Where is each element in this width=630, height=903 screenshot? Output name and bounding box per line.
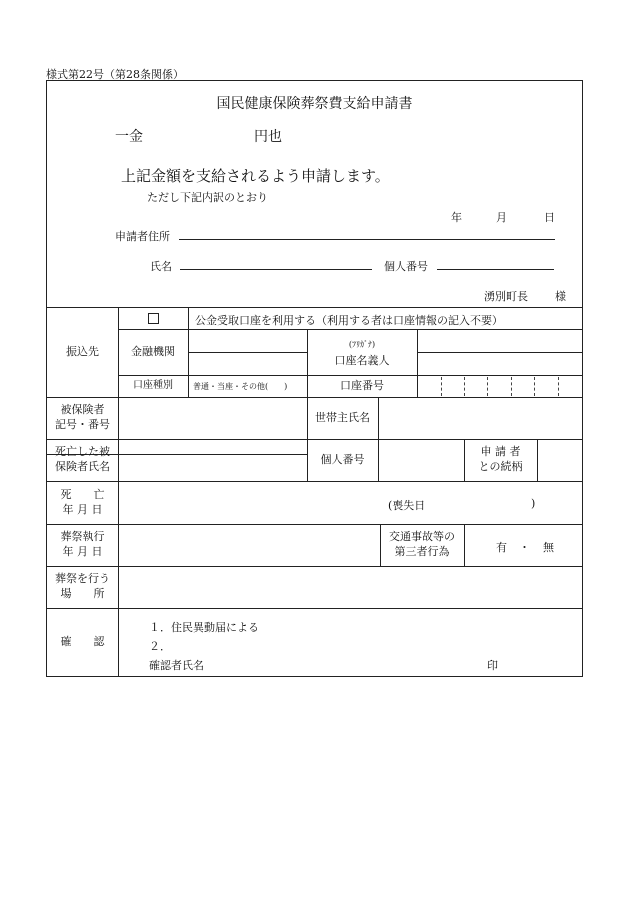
seal-mark: 印 bbox=[487, 659, 498, 672]
third-party-label bbox=[380, 524, 464, 566]
insured-symbol-field[interactable] bbox=[119, 398, 306, 438]
amount-field[interactable] bbox=[149, 123, 249, 145]
death-label-line1: 死 亡 bbox=[60, 487, 105, 501]
householder-field[interactable] bbox=[379, 398, 581, 438]
funeral-date-label-line2: 年 月 日 bbox=[62, 545, 103, 558]
amount-suffix: 円也 bbox=[254, 129, 282, 145]
account-number-field[interactable] bbox=[418, 376, 581, 396]
date-year-label: 年 bbox=[451, 211, 462, 224]
insured-symbol-label-line2: 記号・番号 bbox=[55, 418, 110, 431]
form-number: 様式第22号（第28条関係） bbox=[46, 68, 184, 81]
confirmation-item-1: １．住民異動届による bbox=[149, 621, 259, 634]
applicant-personal-number-field[interactable] bbox=[437, 269, 554, 270]
confirmer-name-field[interactable] bbox=[217, 653, 477, 673]
death-label-line2: 年 月 日 bbox=[62, 502, 103, 516]
confirmer-name-label: 確認者氏名 bbox=[149, 659, 204, 672]
public-account-checkbox[interactable] bbox=[118, 307, 188, 329]
deceased-label-line1: 死亡した被 bbox=[55, 445, 110, 459]
addressee: 湧別町長 bbox=[484, 290, 528, 303]
insured-symbol-label bbox=[47, 397, 118, 439]
deceased-personal-number-field[interactable] bbox=[379, 440, 463, 480]
request-text: 上記金額を支給されるよう申請します。 bbox=[121, 167, 390, 185]
honorific: 様 bbox=[555, 290, 566, 303]
breakdown-note: ただし下記内訳のとおり bbox=[147, 191, 268, 204]
holder-kana-field[interactable] bbox=[418, 330, 581, 351]
applicant-address-field[interactable] bbox=[179, 239, 555, 240]
account-type-label: 口座種別 bbox=[133, 380, 173, 392]
date-day-label: 日 bbox=[544, 211, 555, 224]
deceased-label-line2: 保険者氏名 bbox=[55, 460, 110, 473]
holder-name-field[interactable] bbox=[418, 353, 581, 374]
loss-date-open: (喪失日 bbox=[388, 499, 426, 512]
confirmation-item-2: ２． bbox=[149, 640, 171, 653]
account-type-options[interactable]: 普通・当座・その他( ) bbox=[193, 382, 288, 391]
checkbox-square-icon bbox=[148, 313, 159, 324]
date-month-label: 月 bbox=[496, 211, 507, 224]
third-party-no[interactable]: 無 bbox=[543, 541, 554, 554]
holder-label: 口座名義人 bbox=[334, 354, 390, 367]
deceased-personal-number-label: 個人番号 bbox=[320, 452, 365, 466]
bank-branch-field[interactable] bbox=[189, 353, 306, 374]
funeral-place-label-line1: 葬祭を行う bbox=[55, 572, 110, 586]
deceased-name-label bbox=[47, 439, 118, 481]
applicant-name-field[interactable] bbox=[180, 269, 372, 270]
applicant-name-label: 氏名 bbox=[150, 260, 172, 273]
funeral-date-label-line1: 葬祭執行 bbox=[60, 530, 105, 544]
relation-field[interactable] bbox=[538, 440, 581, 480]
third-party-separator: ・ bbox=[519, 541, 530, 554]
relation-label bbox=[464, 439, 537, 481]
householder-label: 世帯主氏名 bbox=[315, 410, 370, 424]
third-party-label-line2: 第三者行為 bbox=[394, 545, 450, 558]
insured-symbol-label-line1: 被保険者 bbox=[60, 403, 105, 417]
funeral-place-label-line2: 場 所 bbox=[60, 587, 105, 600]
deceased-kana-field[interactable] bbox=[119, 440, 306, 453]
amount-prefix: 一金 bbox=[115, 129, 143, 145]
applicant-personal-number-label: 個人番号 bbox=[384, 260, 428, 273]
funeral-date-label bbox=[47, 524, 118, 566]
bank-name-field[interactable] bbox=[189, 330, 306, 351]
relation-label-line1: 申 請 者 bbox=[480, 445, 521, 459]
funeral-place-field[interactable] bbox=[119, 567, 581, 607]
deceased-name-field[interactable] bbox=[119, 455, 306, 480]
confirmation-label: 確 認 bbox=[60, 635, 105, 649]
form-title: 国民健康保険葬祭費支給申請書 bbox=[216, 96, 413, 112]
death-date-label bbox=[47, 481, 118, 524]
application-form bbox=[46, 80, 583, 677]
loss-date-close: ) bbox=[531, 497, 536, 510]
third-party-yes[interactable]: 有 bbox=[496, 541, 507, 554]
third-party-label-line1: 交通事故等の bbox=[389, 530, 455, 544]
bank-label: 金融機関 bbox=[131, 344, 175, 358]
public-account-option: 公金受取口座を利用する（利用する者は口座情報の記入不要） bbox=[195, 314, 503, 327]
funeral-date-field[interactable] bbox=[119, 525, 379, 565]
account-number-label: 口座番号 bbox=[340, 378, 384, 392]
applicant-address-label: 申請者住所 bbox=[115, 230, 170, 243]
relation-label-line2: との続柄 bbox=[478, 460, 523, 473]
funeral-place-label bbox=[47, 566, 118, 608]
holder-kana-label: (ﾌﾘｶﾞﾅ) bbox=[348, 340, 376, 349]
loss-date-field[interactable] bbox=[433, 491, 527, 515]
death-date-field[interactable] bbox=[119, 482, 379, 523]
transfer-section-label: 振込先 bbox=[66, 344, 99, 358]
